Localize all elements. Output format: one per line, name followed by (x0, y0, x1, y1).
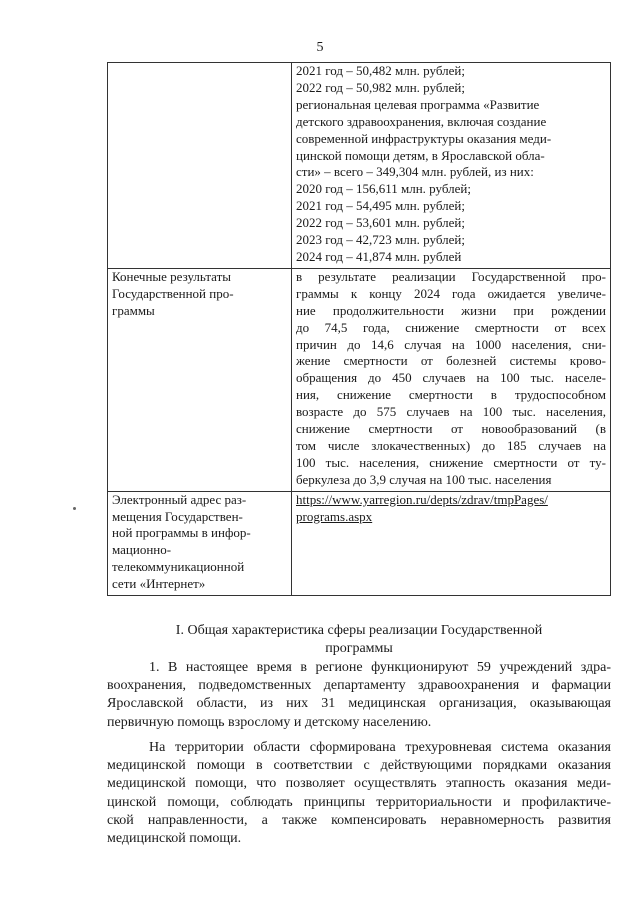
funding-line: 2023 год – 42,723 млн. рублей; (296, 232, 465, 248)
paragraph-line: медицинской помощи. (107, 831, 242, 847)
results-line: до 74,5 года, снижение смертности от всех (296, 319, 606, 335)
results-line: снижение смертности от новообразований (в (296, 421, 606, 437)
table-row-funding (108, 63, 611, 269)
table-value-cell (292, 63, 611, 269)
funding-line: 2020 год – 156,611 млн. рублей; (296, 181, 471, 197)
table-label-cell (108, 268, 292, 491)
results-line: жение смертности от болезней системы крово- (296, 353, 606, 369)
program-url-link[interactable]: https://www.yarregion.ru/depts/zdrav/tmpPages/ (296, 491, 548, 507)
results-line: причин до 14,6 случая на 1000 населения, сни- (296, 336, 606, 352)
funding-line: 2022 год – 50,982 млн. рублей; (296, 79, 465, 95)
results-line: 100 тыс. населения, снижение смертности от ту- (296, 454, 606, 470)
paragraph-line: медицинской помощи, что позволяет осуществлять этапность оказания меди- (107, 776, 611, 792)
funding-line: цинской помощи детям, в Ярославской обла- (296, 147, 545, 163)
row-label-line: мационно- (112, 542, 172, 558)
table-value-cell (292, 491, 611, 595)
funding-line: 2021 год – 50,482 млн. рублей; (296, 63, 465, 78)
results-line: в результате реализации Государственной про- (296, 268, 606, 284)
funding-line: региональная целевая программа «Развитие (296, 96, 540, 112)
paragraph-line: воохранения, подведомственных департаменту здравоохранения и фармации (107, 678, 611, 694)
paragraph-line: На территории области сформирована трехуровневая система оказания (149, 740, 611, 755)
row-label-line: Конечные результаты (112, 268, 232, 284)
program-url-link[interactable]: programs.aspx (296, 508, 373, 524)
results-line: граммы к концу 2024 года ожидается увеличе- (296, 285, 606, 301)
funding-line: 2022 год – 53,601 млн. рублей; (296, 215, 465, 231)
row-label-line: сети «Интернет» (112, 576, 206, 592)
row-label-line: граммы (112, 302, 155, 318)
heading-line: I. Общая характеристика сферы реализации Государственной (175, 623, 543, 638)
results-line: том числе злокачественных) до 185 случаев на (296, 437, 606, 453)
paragraph-line: первичную помощь взрослому и детскому населению. (107, 714, 432, 730)
row-label-line: мещения Государствен- (112, 508, 243, 524)
funding-line: детского здравоохранения, включая создание (296, 113, 547, 129)
paragraph-line: Ярославской области, из них 31 медицинская организация, оказывающая (107, 696, 611, 712)
row-label-line: Государственной про- (112, 285, 234, 301)
funding-line: 2024 год – 41,874 млн. рублей (296, 248, 462, 264)
heading-line: программы (325, 641, 393, 656)
section-heading (107, 622, 611, 658)
paragraph-line: медицинской помощи в соответствии с действующими порядками оказания (107, 758, 611, 774)
paragraph-line: цинской помощи, соблюдать принципы территориальности и профилактиче- (107, 794, 611, 810)
results-line: ния, снижение смертности в трудоспособном (296, 387, 606, 403)
paragraph-line: ской направленности, а также компенсировать неравномерность развития (107, 812, 611, 828)
funding-line: сти» – всего – 349,304 млн. рублей, из них: (296, 164, 534, 180)
paragraph-2 (107, 739, 611, 848)
funding-line: современной инфраструктуры оказания меди- (296, 130, 552, 146)
results-line: возрасте до 575 случаев на 100 тыс. населения, (296, 404, 606, 420)
results-line: беркулеза до 3,9 случая на 100 тыс. населения (296, 471, 552, 487)
table-value-cell (292, 268, 611, 491)
paragraph-1 (107, 659, 611, 732)
funding-line: 2021 год – 54,495 млн. рублей; (296, 198, 465, 214)
table-label-cell (108, 491, 292, 595)
paragraph-line: 1. В настоящее время в регионе функционируют 59 учреждений здра- (149, 660, 611, 675)
table-row-final-results (108, 268, 611, 491)
page-number: 5 (316, 40, 324, 55)
results-line: ние продолжительности жизни при рождении (296, 302, 606, 318)
scan-speck (73, 507, 76, 510)
row-label-line: ной программы в инфор- (112, 525, 251, 541)
row-label-line: Электронный адрес раз- (112, 491, 247, 507)
program-passport-table (107, 62, 611, 596)
table-row-web-address (108, 491, 611, 595)
table-label-cell (108, 63, 292, 269)
row-label-line: телекоммуникационной (112, 559, 245, 575)
results-line: обращения до 450 случаев на 100 тыс. населе- (296, 370, 606, 386)
